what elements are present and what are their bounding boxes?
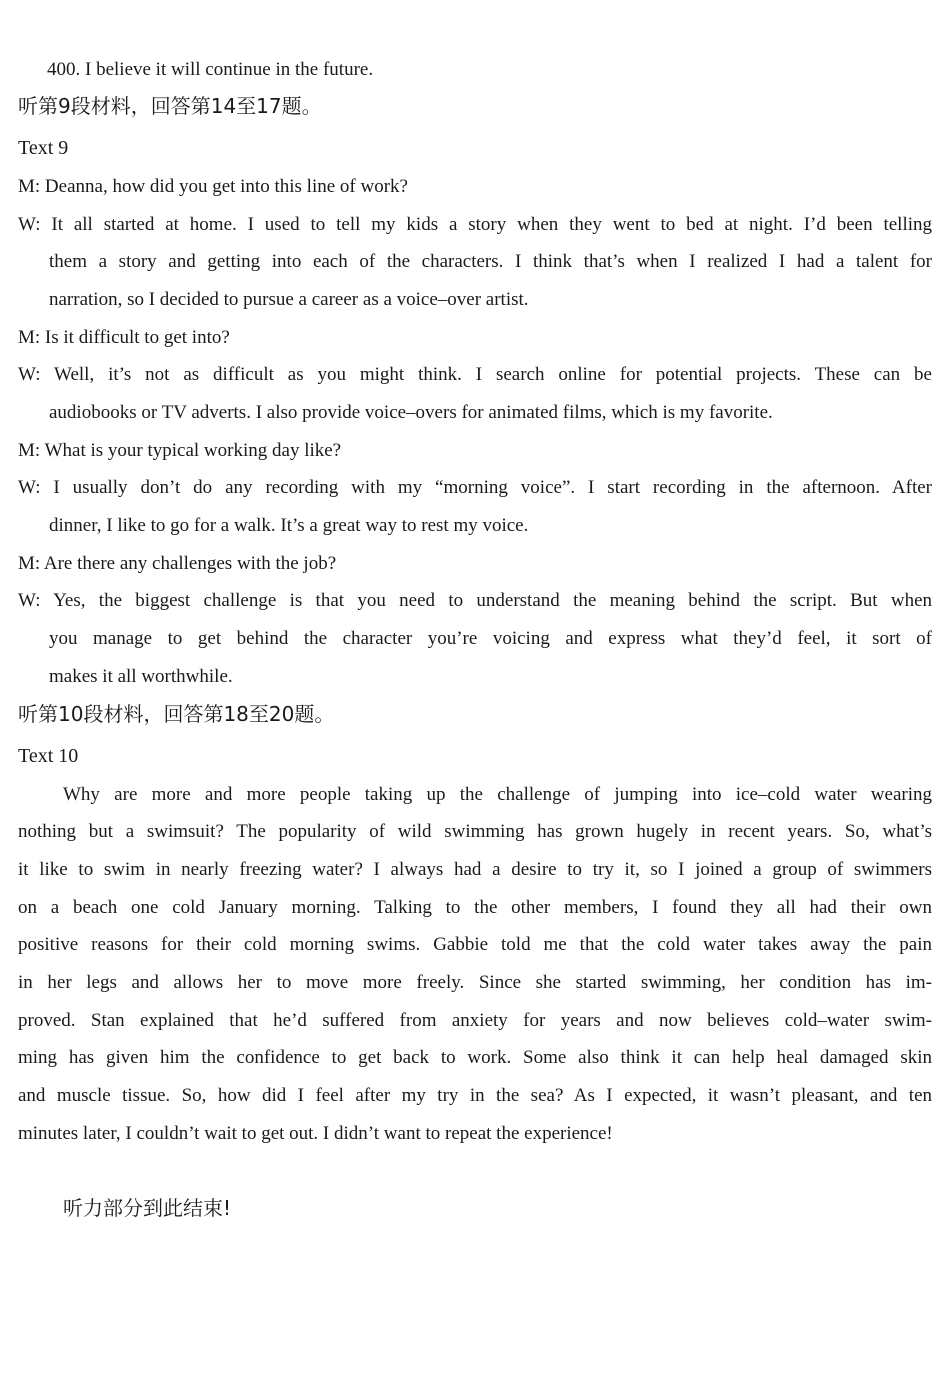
dialogue-line: W: Well, it’s not as difficult as you might think. I search online for potential projects. These can be: [18, 364, 932, 385]
paragraph-line: ming has given him the confidence to get back to work. Some also think it can help heal damaged skin: [18, 1047, 932, 1068]
dialogue-line: M: What is your typical working day like?: [18, 440, 342, 461]
dialogue-line: W: I usually don’t do any recording with my “morning voice”. I start recording in the afternoon. After: [18, 477, 932, 498]
paragraph-line: proved. Stan explained that he’d suffered from anxiety for years and now believes cold–water swim-: [18, 1010, 932, 1031]
paragraph-line: in her legs and allows her to move more freely. Since she started swimming, her condition has im-: [18, 972, 932, 993]
paragraph-line: positive reasons for their cold morning swims. Gabbie told me that the cold water takes away the pain: [18, 934, 932, 955]
section9-title: Text 9: [18, 137, 69, 159]
dialogue-line: M: Are there any challenges with the job?: [18, 553, 337, 574]
section10-instruction: 听第10段材料，回答第18至20题。: [18, 702, 335, 726]
dialogue-line: you manage to get behind the character you’re voicing and express what they’d feel, it sort of: [49, 628, 932, 649]
dialogue-line: W: Yes, the biggest challenge is that you need to understand the meaning behind the script. But when: [18, 590, 932, 611]
dialogue-line: M: Is it difficult to get into?: [18, 327, 230, 348]
dialogue-line: audiobooks or TV adverts. I also provide voice–overs for animated films, which is my favorite.: [49, 402, 773, 423]
paragraph-line: nothing but a swimsuit? The popularity of wild swimming has grown hugely in recent years. So, what’s: [18, 821, 932, 842]
dialogue-line: narration, so I decided to pursue a career as a voice–over artist.: [49, 289, 529, 310]
paragraph-line: minutes later, I couldn’t wait to get out. I didn’t want to repeat the experience!: [18, 1123, 613, 1144]
top-line: 400. I believe it will continue in the future.: [47, 59, 374, 80]
section10-title: Text 10: [18, 745, 79, 767]
section9-instruction: 听第9段材料，回答第14至17题。: [18, 94, 322, 118]
ending-note: 听力部分到此结束!: [63, 1196, 232, 1220]
dialogue-line: makes it all worthwhile.: [49, 666, 233, 687]
dialogue-line: dinner, I like to go for a walk. It’s a great way to rest my voice.: [49, 515, 529, 536]
paragraph-line: it like to swim in nearly freezing water? I always had a desire to try it, so I joined a group of swimmers: [18, 859, 932, 880]
dialogue-line: M: Deanna, how did you get into this line of work?: [18, 176, 408, 197]
paragraph-line: on a beach one cold January morning. Talking to the other members, I found they all had their own: [18, 897, 932, 918]
paragraph-line: and muscle tissue. So, how did I feel after my try in the sea? As I expected, it wasn’t pleasant, and ten: [18, 1085, 932, 1106]
paragraph-line: Why are more and more people taking up the challenge of jumping into ice–cold water wearing: [63, 784, 932, 805]
dialogue-line: W: It all started at home. I used to tell my kids a story when they went to bed at night. I’d been telling: [18, 214, 932, 235]
dialogue-line: them a story and getting into each of the characters. I think that’s when I realized I had a talent for: [49, 251, 932, 272]
